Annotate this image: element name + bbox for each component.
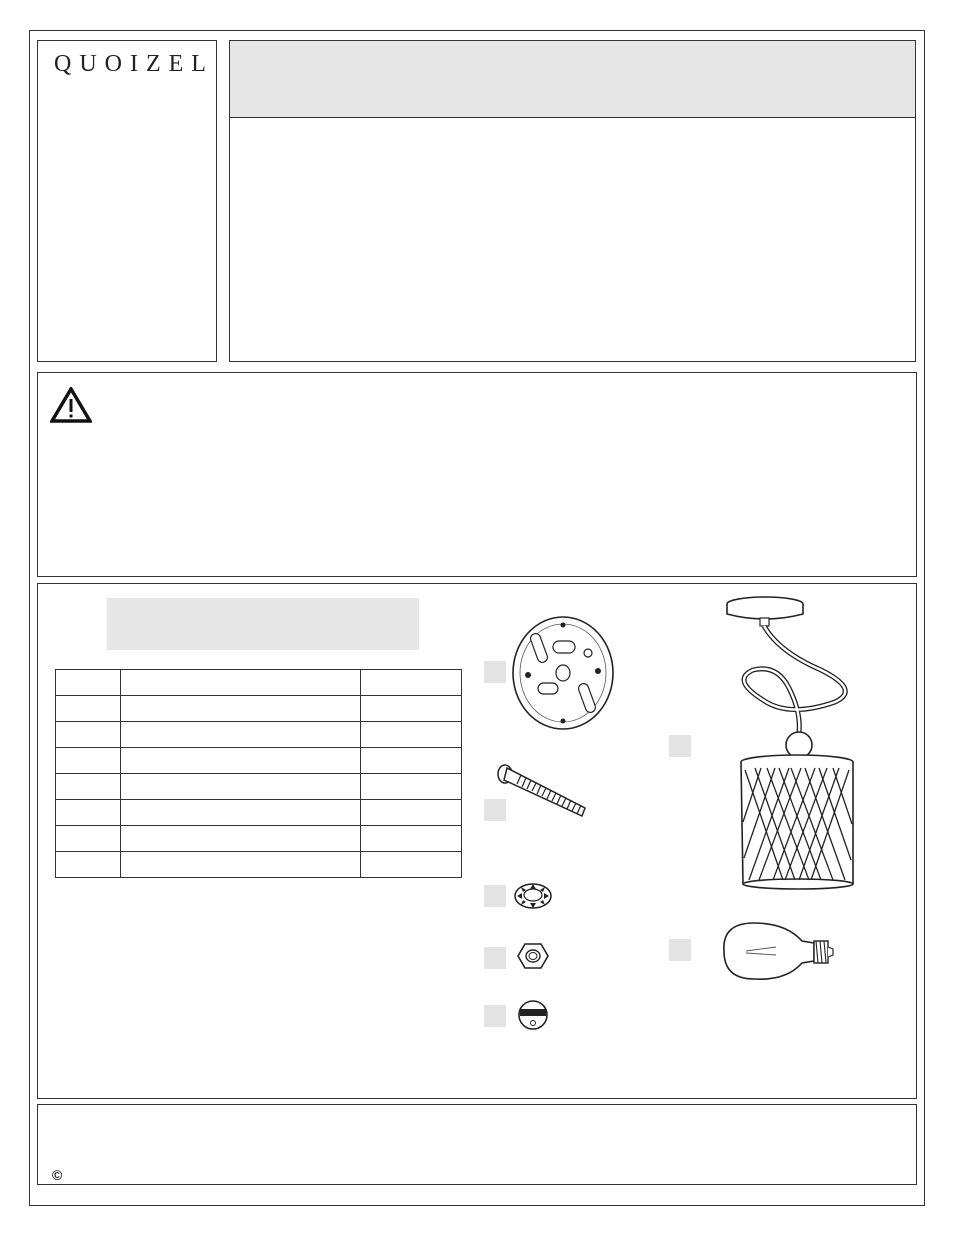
table-row (56, 826, 462, 852)
table-cell (121, 800, 361, 826)
title-panel (229, 40, 916, 362)
table-cell (121, 826, 361, 852)
table-row (56, 696, 462, 722)
table-cell (56, 722, 121, 748)
hex-nut-icon (516, 941, 550, 971)
part-tag (669, 939, 691, 961)
table-cell (121, 748, 361, 774)
part-tag (484, 885, 506, 907)
table-cell (56, 800, 121, 826)
title-bar (230, 41, 915, 118)
table-cell (361, 774, 462, 800)
brand-panel (37, 40, 217, 362)
footer-panel (37, 1104, 917, 1185)
mounting-plate-icon (508, 613, 618, 733)
part-tag (484, 661, 506, 683)
table-cell (121, 774, 361, 800)
table-cell (361, 748, 462, 774)
table-cell (121, 670, 361, 696)
finial-cap-icon (516, 999, 550, 1031)
table-cell (361, 826, 462, 852)
part-tag (484, 1005, 506, 1027)
table-cell (361, 696, 462, 722)
table-cell (56, 852, 121, 878)
table-row (56, 722, 462, 748)
warning-panel (37, 372, 917, 577)
parts-panel (37, 583, 917, 1099)
table-cell (121, 696, 361, 722)
table-row (56, 748, 462, 774)
warning-triangle-icon (50, 387, 92, 423)
part-tag (669, 735, 691, 757)
table-cell (361, 800, 462, 826)
table-cell (56, 826, 121, 852)
table-cell (361, 852, 462, 878)
copyright-symbol: © (52, 1167, 63, 1183)
table-row (56, 774, 462, 800)
parts-table (55, 669, 462, 878)
table-cell (121, 852, 361, 878)
table-cell (56, 696, 121, 722)
table-row (56, 670, 462, 696)
table-cell (56, 670, 121, 696)
pendant-fixture-icon (693, 592, 908, 892)
brand-logo: QUOIZEL (54, 51, 214, 77)
table-cell (361, 670, 462, 696)
threaded-nipple-icon (493, 756, 593, 826)
table-cell (361, 722, 462, 748)
table-row (56, 852, 462, 878)
lock-washer-icon (513, 881, 553, 911)
light-bulb-icon (716, 919, 836, 984)
part-tag (484, 947, 506, 969)
table-cell (56, 748, 121, 774)
table-cell (56, 774, 121, 800)
table-cell (121, 722, 361, 748)
parts-heading-bar (107, 598, 419, 650)
table-row (56, 800, 462, 826)
